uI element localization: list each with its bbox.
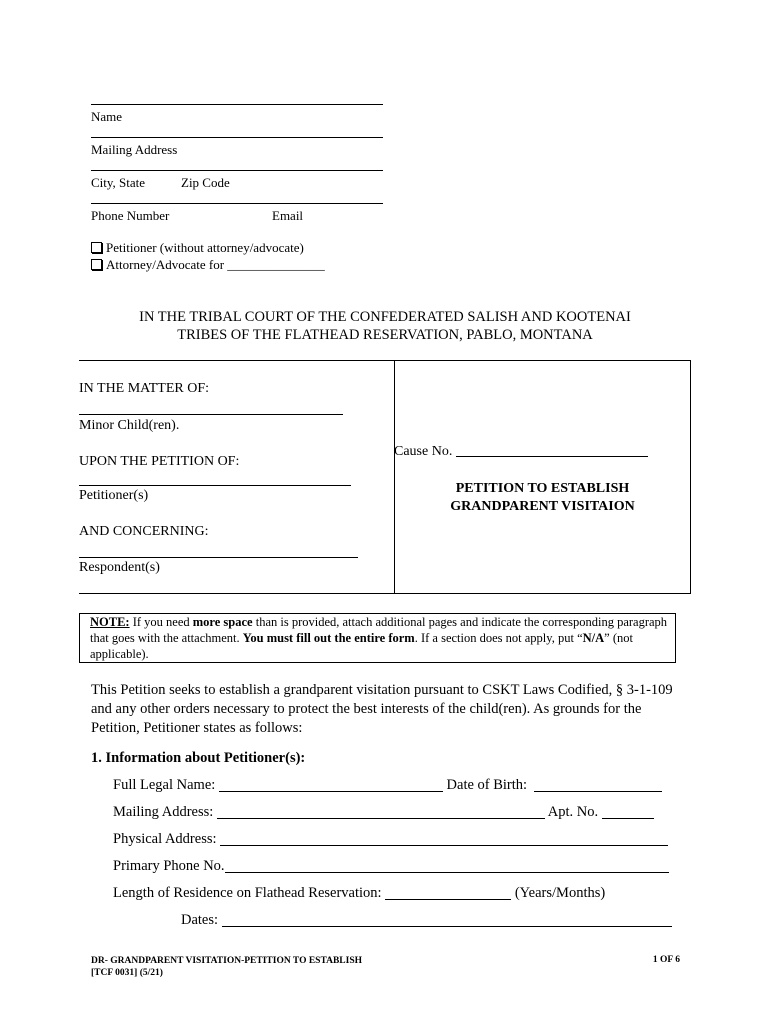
cause-number-field[interactable] [394, 442, 648, 460]
footer-line1: DR- GRANDPARENT VISITATION-PETITION TO ESTABLISH [91, 956, 362, 966]
note-bold-2: You must fill out the entire form [242, 631, 415, 645]
note-bold-3: N/A [582, 631, 605, 645]
dob-blank[interactable] [534, 777, 662, 792]
minor-child-label: Minor Child(ren). [79, 418, 180, 433]
phone-number-label: Phone Number [91, 208, 170, 223]
phone-email-block [91, 203, 383, 223]
note-text-3: . If a section does not apply, put “ [414, 631, 583, 645]
checkbox-icon[interactable] [91, 259, 102, 270]
mailing-address-label: Mailing Address [91, 142, 178, 157]
dates-label: Dates: [181, 912, 219, 928]
page-number: 1 OF 6 [652, 955, 680, 965]
residence-row [113, 884, 605, 902]
note-text-2: than is provided, attach additional pages and indicate the corresponding paragraph that goes with the attachment. [90, 615, 668, 645]
dob-label: Date of Birth: [446, 777, 528, 793]
full-name-row [113, 776, 662, 794]
zip-code-label: Zip Code [181, 175, 230, 190]
phone-blank[interactable] [225, 858, 669, 873]
respondents-label: Respondent(s) [79, 560, 160, 575]
petitioner-line[interactable] [79, 485, 351, 486]
mailing-address-row [113, 803, 654, 821]
form-title [395, 480, 690, 516]
note-text-1: If you need [129, 615, 193, 629]
intro-paragraph: This Petition seeks to establish a grandparent visitation pursuant to CSKT Laws Codified, § 3-1-109 and any other orders necessary to protect the best interests of the child(ren). As grounds for the Petition, Petitioner states as follows: [91, 682, 673, 736]
dates-blank[interactable] [222, 912, 672, 927]
dates-row [181, 911, 672, 929]
name-block [91, 104, 383, 124]
physical-address-blank[interactable] [220, 831, 668, 846]
court-title-line2: TRIBES OF THE FLATHEAD RESERVATION, PABLO, MONTANA [177, 327, 593, 343]
caption-divider [394, 361, 395, 593]
name-line[interactable] [91, 104, 383, 105]
residence-blank[interactable] [385, 885, 511, 900]
physical-address-label: Physical Address: [113, 831, 217, 847]
full-name-label: Full Legal Name: [113, 777, 216, 793]
mailing-address-line[interactable] [91, 137, 383, 138]
note-bold-1: more space [192, 615, 253, 629]
checkbox-icon[interactable] [91, 242, 102, 253]
case-caption-box [79, 360, 691, 594]
phone-row [113, 857, 669, 875]
note-label: NOTE: [90, 615, 130, 629]
years-months-label: (Years/Months) [514, 885, 606, 901]
attorney-option-label: Attorney/Advocate for _______________ [106, 257, 325, 272]
footer-form-id [91, 955, 362, 979]
phone-label: Primary Phone No. [113, 858, 225, 874]
physical-address-row [113, 830, 668, 848]
section-1-heading: 1. Information about Petitioner(s): [91, 750, 306, 766]
residence-label: Length of Residence on Flathead Reservation: [113, 885, 382, 901]
footer-line2: [TCF 0031] (5/21) [91, 968, 163, 978]
apt-label: Apt. No. [547, 804, 599, 820]
email-label: Email [272, 208, 304, 223]
upon-petition-label: UPON THE PETITION OF: [79, 454, 240, 469]
and-concerning-label: AND CONCERNING: [79, 524, 209, 539]
petitioner-checkbox-row[interactable] [91, 240, 304, 256]
form-title-line2: GRANDPARENT VISITAION [450, 499, 635, 514]
court-title-line1: IN THE TRIBAL COURT OF THE CONFEDERATED SALISH AND KOOTENAI [139, 309, 631, 325]
cause-number-blank[interactable] [456, 442, 648, 457]
mailing-address-block [91, 137, 383, 157]
in-the-matter-label: IN THE MATTER OF: [79, 381, 210, 396]
city-state-zip-block [91, 170, 383, 190]
minor-child-line[interactable] [79, 414, 343, 415]
attorney-checkbox-row[interactable] [91, 257, 325, 273]
city-state-zip-line[interactable] [91, 170, 383, 171]
mailing-address-field-label: Mailing Address: [113, 804, 214, 820]
city-state-label: City, State [91, 175, 146, 190]
apt-blank[interactable] [602, 804, 654, 819]
form-title-line1: PETITION TO ESTABLISH [455, 481, 630, 496]
full-name-blank[interactable] [219, 777, 443, 792]
name-label: Name [91, 109, 123, 124]
note-text-4: ” (not applicable). [90, 631, 633, 661]
cause-number-label: Cause No. [394, 444, 453, 459]
phone-email-line[interactable] [91, 203, 383, 204]
petitioners-label: Petitioner(s) [79, 488, 149, 503]
petitioner-option-label: Petitioner (without attorney/advocate) [106, 240, 304, 255]
note-box [79, 613, 676, 663]
mailing-address-blank[interactable] [217, 804, 545, 819]
respondent-line[interactable] [79, 557, 358, 558]
